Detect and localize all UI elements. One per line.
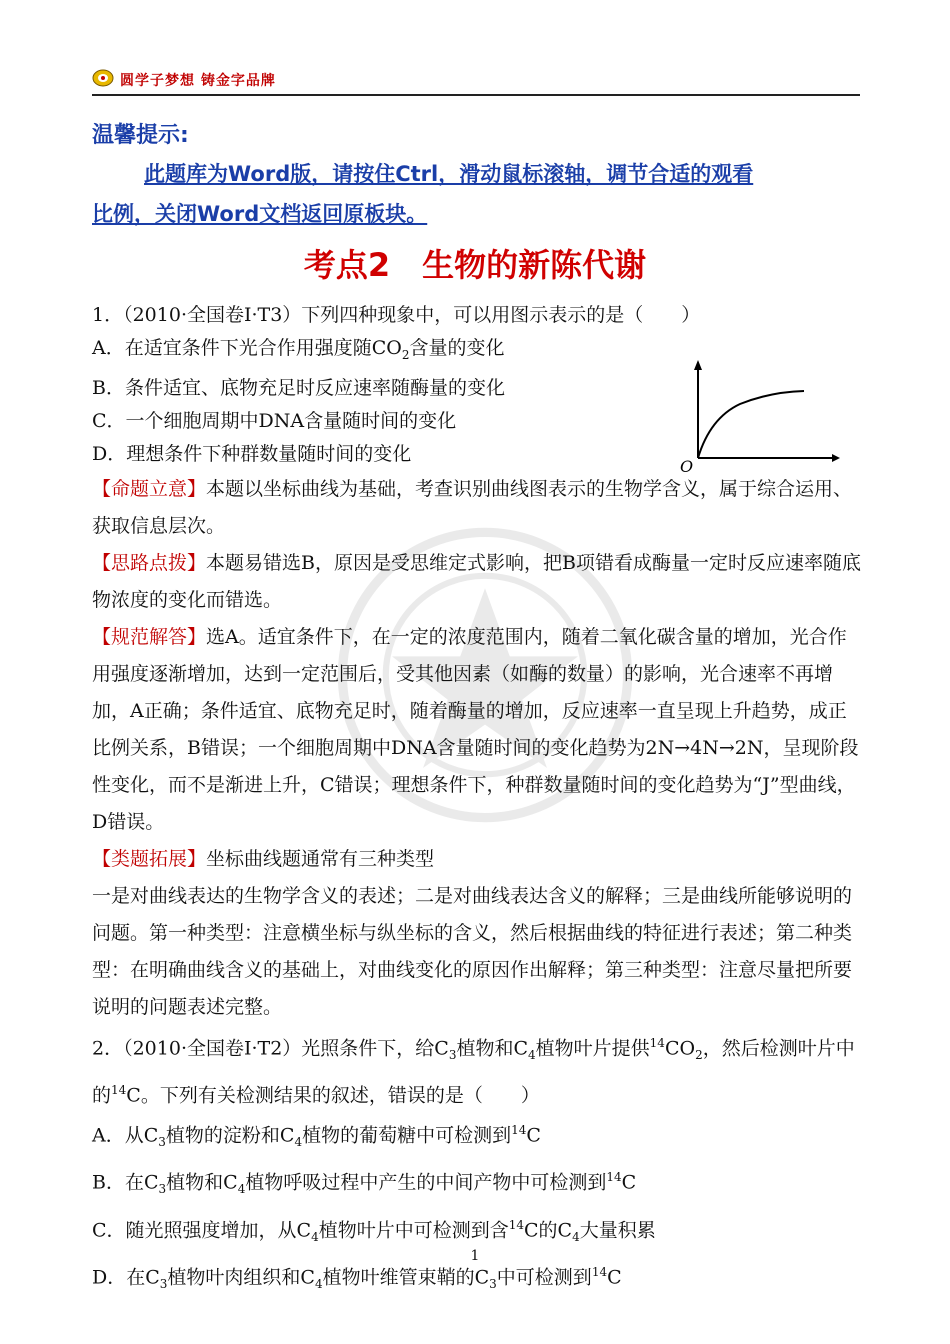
q1-extension-head: 【类题拓展】坐标曲线题通常有三种类型: [92, 847, 435, 870]
q1-option-c: C．一个细胞周期中DNA含量随时间的变化: [92, 409, 457, 432]
question-content: [92, 298, 862, 1302]
q1-stem: 1．（2010·全国卷Ⅰ·T3）下列四种现象中，可以用图示表示的是（ ）: [92, 304, 701, 326]
q2-option-b: B．在$C_3$植物和$C_4$植物呼吸过程中产生的中间产物中可检测到$^{14}$C: [92, 1170, 637, 1197]
q1-answer: 【规范解答】选A。适宜条件下，在一定的浓度范围内，随着二氧化碳含量的增加，光合作用强度逐渐增加，达到一定范围后，受其他因素（如酶的数量）的影响，光合速率不再增加，A正确；条件适宜、底物充足时，随着酶量的增加，反应速率一直呈现上升趋势，成正比例关系，B错误；一个细胞周期中DNA含量随时间的变化趋势为2N→4N→2N，呈现阶段性变化，而不是渐进上升，C错误；理想条件下，种群数量随时间的变化趋势为“J”型曲线，D错误。: [92, 625, 859, 833]
tip-line-2: 比例，关闭Word文档返回原板块。: [92, 202, 428, 226]
q2-option-a: A．从$C_3$植物的淀粉和$C_4$植物的葡萄糖中可检测到$^{14}$C: [92, 1123, 541, 1150]
tip-line-1: 此题库为Word版，请按住Ctrl，滑动鼠标滚轴，调节合适的观看: [144, 162, 754, 186]
tip-title: 温馨提示:: [92, 123, 189, 148]
logo-icon: [92, 68, 114, 88]
q1-hint: 【思路点拨】本题易错选B，原因是受思维定式影响，把B项错看成酶量一定时反应速率随底物浓度的变化而错选。: [92, 551, 861, 611]
graph-origin: O: [680, 457, 694, 474]
q1-option-d: D．理想条件下种群数量随时间的变化: [92, 442, 412, 465]
q1-option-a: A．在适宜条件下光合作用强度随$CO_2$含量的变化: [92, 337, 505, 362]
q2-option-d: D．在$C_3$植物叶肉组织和$C_4$植物叶维管束鞘的$C_3$中可检测到$^{14}$C: [92, 1264, 622, 1291]
q1-extension-body: 一是对曲线表达的生物学含义的表述；二是对曲线表达含义的解释；三是曲线所能够说明的问题。第一种类型：注意横坐标与纵坐标的含义，然后根据曲线的特征进行表述；第二种类型：在明确曲线含义的基础上，对曲线变化的原因作出解释；第三种类型：注意尽量把所要说明的问题表述完整。: [92, 884, 853, 1018]
q1-purpose: 【命题立意】本题以坐标曲线为基础，考查识别曲线图表示的生物学含义，属于综合运用、获取信息层次。: [92, 477, 853, 537]
q2-stem: 2．（2010·全国卷Ⅰ·T2）光照条件下，给$C_3$植物和$C_4$植物叶片提供$^{14}CO_2$，然后检测叶片中的$^{14}$C。下列有关检测结果的叙述，错误的是（ ）: [92, 1035, 855, 1107]
section-title: 考点2 生物的新陈代谢: [303, 246, 647, 284]
page-header: [92, 66, 860, 96]
q1-option-b: B．条件适宜、底物充足时反应速率随酶量的变化: [92, 376, 505, 399]
page-number: 1: [470, 1248, 480, 1264]
header-slogan: 圆学子梦想 铸金字品牌: [120, 73, 276, 89]
tip-body: [92, 154, 862, 234]
q2-option-c: C．随光照强度增加，从$C_4$植物叶片中可检测到含$^{14}$C的$C_4$大量积累: [92, 1217, 656, 1244]
